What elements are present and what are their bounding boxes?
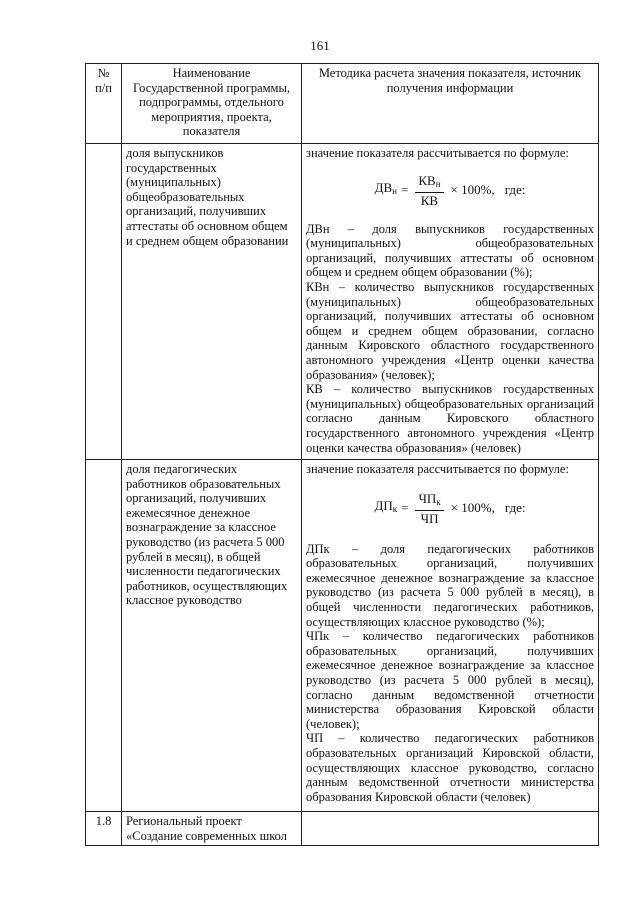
definition-1: ДПк – доля педагогических работников образовательных организаций, получивших ежемесячное денежное вознаграждение за классное руководство (из расчета 5 000 рублей в месяц), в общей численности педагогических работников, осуществляющих классное руководство (%); — [306, 541, 594, 629]
header-method: Методика расчета значения показателя, источник получения информации — [302, 64, 599, 144]
fraction-denominator: КВ — [420, 192, 439, 208]
row-number-cell — [86, 144, 122, 460]
header-number: № п/п — [86, 64, 122, 144]
formula-where: где: — [504, 181, 526, 197]
table-header-row — [86, 64, 599, 144]
definition-3: КВ – количество выпускников государственных (муниципальных) общеобразовательных организаций согласно данным Кировского областного государственного автономного учреждения «Центр оценки качества образования» (человек) — [306, 382, 594, 455]
formula — [306, 173, 594, 208]
formula-lhs: $ДП_к$ — [374, 498, 398, 515]
formula-where: где: — [504, 499, 526, 515]
equals-sign: = — [401, 499, 409, 515]
formula-tail: × 100%, — [450, 181, 495, 197]
formula-intro: значение показателя рассчитывается по формуле: — [306, 462, 569, 476]
indicator-name: доля педагогических работников образовательных организаций, получивших ежемесячное денежное вознаграждение за классное руководство (из расчета 5 000 рублей в месяц), в общей численности педагогических работников, осуществляющих классное руководство — [122, 460, 302, 812]
definition-1: ДВн – доля выпускников государственных (муниципальных) общеобразовательных организаций, получивших аттестаты об основном общем и среднем общем образовании (%); — [306, 221, 594, 280]
definition-2: КВн – количество выпускников государственных (муниципальных) общеобразовательных организаций, получивших аттестаты об основном общем и среднем общем образовании, согласно данным Кировского областного государственного автономного учреждения «Центр оценки качества образования» (человек); — [306, 279, 594, 382]
table-row — [86, 460, 599, 812]
definition-3: ЧП – количество педагогических работников образовательных организаций Кировской области, осуществляющих классное руководство, согласно данным ведомственной отчетности министерства образования Кировской области (человек) — [306, 731, 594, 804]
formula-intro: значение показателя рассчитывается по формуле: — [306, 146, 569, 160]
header-name: Наименование Государственной программы, подпрограммы, отдельного мероприятия, проекта, показателя — [122, 64, 302, 144]
indicator-name: Региональный проект «Создание современных школ — [122, 812, 302, 846]
table-row — [86, 812, 599, 846]
fraction-denominator: ЧП — [420, 510, 439, 526]
method-cell — [302, 144, 599, 460]
formula-lhs: $ДВ_н$ — [374, 180, 397, 197]
table-row — [86, 144, 599, 460]
formula — [306, 491, 594, 526]
row-number-cell — [86, 460, 122, 812]
indicator-name: доля выпускников государственных (муниципальных) общеобразовательных организаций, получивших аттестаты об основном общем и среднем общем образовании — [122, 144, 302, 460]
definition-2: ЧПк – количество педагогических работников образовательных организаций, получивших ежемесячное денежное вознаграждение за классное руководство (из расчета 5 000 рублей в месяц), согласно данным ведомственной отчетности министерства образования Кировской области (человек); — [306, 629, 594, 731]
formula-fraction — [415, 491, 443, 526]
page-number: 161 — [310, 38, 330, 53]
row-number-cell: 1.8 — [86, 812, 122, 846]
formula-fraction — [415, 173, 443, 208]
formula-tail: × 100%, — [450, 499, 495, 515]
equals-sign: = — [401, 181, 409, 197]
method-cell — [302, 812, 599, 846]
fraction-numerator: $ЧП_к$ — [415, 491, 443, 511]
indicator-table — [85, 63, 599, 846]
method-cell — [302, 460, 599, 812]
fraction-numerator: $КВ_н$ — [415, 173, 443, 193]
